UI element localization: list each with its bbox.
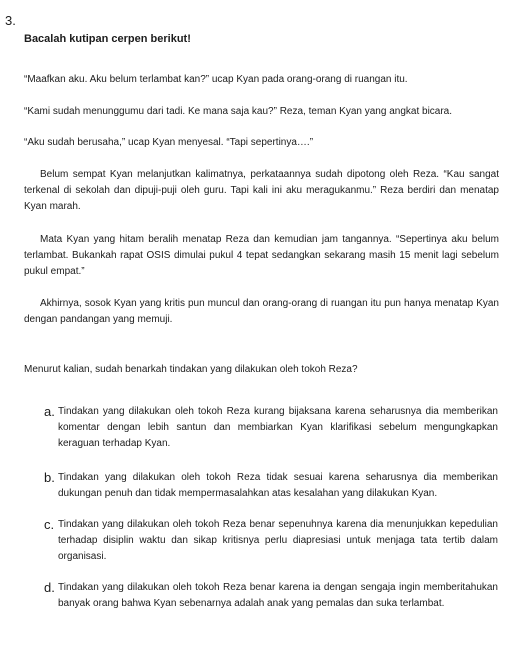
story-paragraph-1: “Maafkan aku. Aku belum terlambat kan?” ucap Kyan pada orang-orang di ruangan itu. [24, 74, 408, 85]
instruction-heading: Bacalah kutipan cerpen berikut! [24, 33, 191, 45]
option-letter: a. [44, 404, 55, 419]
option-text: Tindakan yang dilakukan oleh tokoh Reza benar sepenuhnya karena dia menunjukkan kepedulian terhadap disiplin waktu dan sikap kritisnya perlu diapresiasi untuk menjaga tata tertib dalam organisasi. [58, 519, 498, 562]
story-paragraph-3: “Aku sudah berusaha,” ucap Kyan menyesal. “Tapi sepertinya….” [24, 137, 314, 148]
story-paragraph-5: Mata Kyan yang hitam beralih menatap Reza dan kemudian jam tangannya. “Sepertinya aku belum terlambat. Bukankah rapat OSIS dimulai pukul 4 tepat sedangkan sekarang masih 15 menit lagi sebelum pukul empat.” [24, 234, 499, 277]
answer-option-b[interactable] [44, 470, 498, 502]
question-text: Menurut kalian, sudah benarkah tindakan yang dilakukan oleh tokoh Reza? [24, 364, 358, 375]
question-number: 3. [5, 13, 16, 28]
option-text: Tindakan yang dilakukan oleh tokoh Reza benar karena ia dengan sengaja ingin memberitahukan banyak orang bahwa Kyan sebenarnya adalah anak yang pemalas dan suka terlambat. [58, 582, 498, 609]
answer-option-a[interactable] [44, 404, 498, 452]
story-paragraph-6: Akhirnya, sosok Kyan yang kritis pun muncul dan orang-orang di ruangan itu pun hanya menatap Kyan dengan pandangan yang memuji. [24, 298, 499, 325]
option-letter: d. [44, 580, 55, 595]
answer-option-d[interactable] [44, 580, 498, 612]
option-letter: b. [44, 470, 55, 485]
answer-option-c[interactable] [44, 517, 498, 565]
option-letter: c. [44, 517, 55, 532]
story-paragraph-4: Belum sempat Kyan melanjutkan kalimatnya, perkataannya sudah dipotong oleh Reza. “Kau sangat terkenal di sekolah dan dipuji-puji oleh guru. Tapi kali ini aku meragukanmu.” Reza berdiri dan menatap Kyan marah. [24, 169, 499, 212]
story-paragraph-2: “Kami sudah menunggumu dari tadi. Ke mana saja kau?” Reza, teman Kyan yang angkat bicara. [24, 106, 453, 117]
option-text: Tindakan yang dilakukan oleh tokoh Reza tidak sesuai karena seharusnya dia memberikan dukungan penuh dan tidak mempermasalahkan atas kesalahan yang dilakukan Kyan. [58, 472, 498, 499]
option-text: Tindakan yang dilakukan oleh tokoh Reza kurang bijaksana karena seharusnya dia memberikan komentar dengan lebih santun dan membiarkan Kyan klarifikasi sebelum mengungkapkan keraguan terhadap Kyan. [58, 406, 498, 449]
